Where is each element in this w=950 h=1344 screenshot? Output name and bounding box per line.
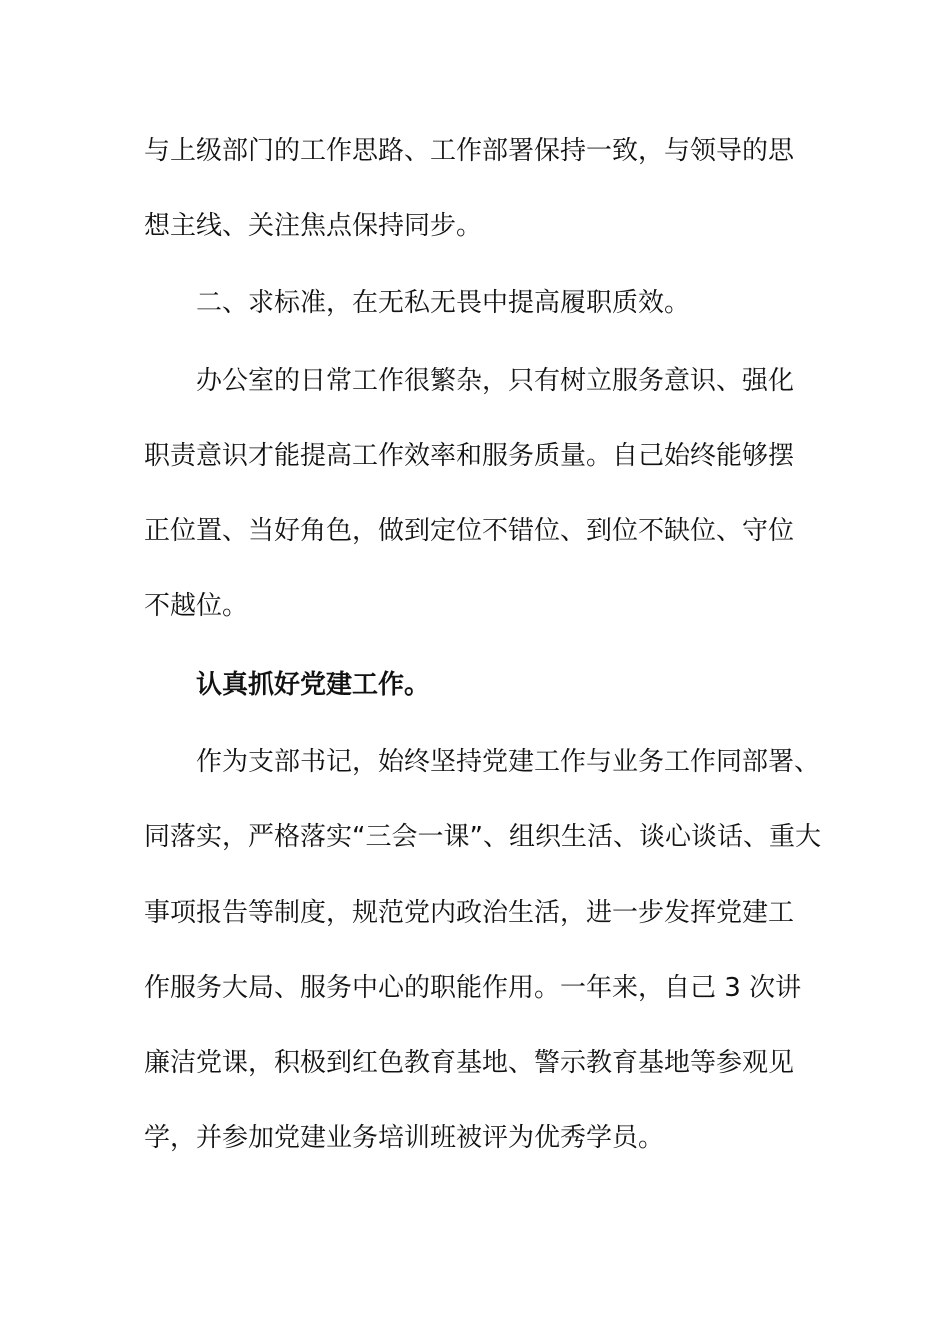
- text-line-1: 与上级部门的工作思路、工作部署保持一致，与领导的思: [144, 136, 795, 166]
- text-line-9: 作为支部书记，始终坚持党建工作与业务工作同部署、: [196, 747, 821, 777]
- text-line-2: 想主线、关注焦点保持同步。: [144, 211, 483, 241]
- text-line-12: 作服务大局、服务中心的职能作用。一年来，自己 3 次讲: [144, 973, 802, 1003]
- text-line-11: 事项报告等制度，规范党内政治生活，进一步发挥党建工: [144, 898, 795, 928]
- section-heading-2: 二、求标准，在无私无畏中提高履职质效。: [196, 288, 691, 318]
- text-line-6: 正位置、当好角色，做到定位不错位、到位不缺位、守位: [144, 516, 795, 546]
- text-line-14: 学，并参加党建业务培训班被评为优秀学员。: [144, 1123, 665, 1153]
- text-line-5: 职责意识才能提高工作效率和服务质量。自己始终能够摆: [144, 441, 795, 471]
- text-line-7: 不越位。: [144, 591, 249, 621]
- text-line-13: 廉洁党课，积极到红色教育基地、警示教育基地等参观见: [144, 1048, 795, 1078]
- text-line-4: 办公室的日常工作很繁杂，只有树立服务意识、强化: [196, 366, 795, 396]
- subheading-party-building: 认真抓好党建工作。: [196, 670, 431, 700]
- text-line-10: 同落实，严格落实“三会一课”、组织生活、谈心谈话、重大: [144, 822, 821, 852]
